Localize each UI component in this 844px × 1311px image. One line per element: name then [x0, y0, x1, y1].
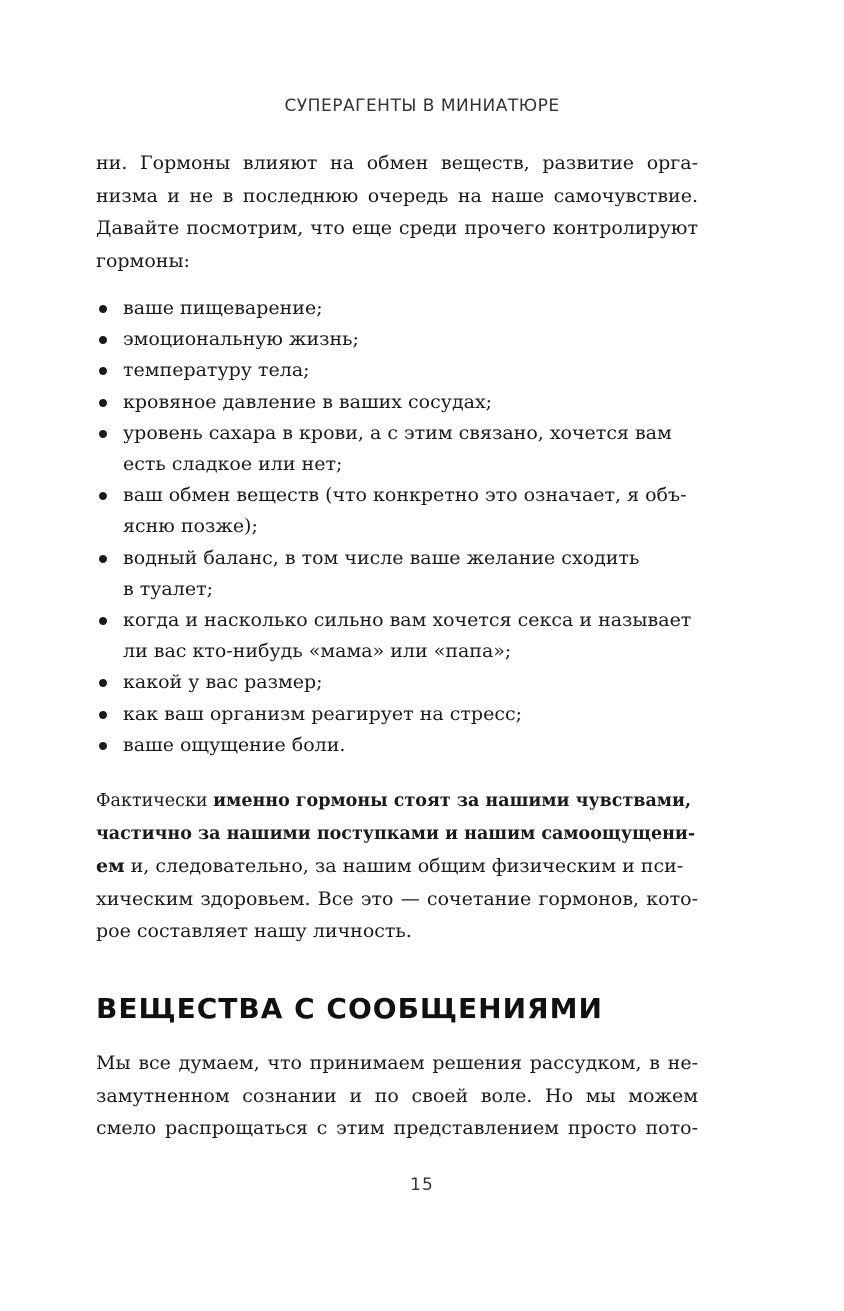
page-number: 15 [410, 1175, 434, 1195]
list-item-text: ваше ощущение боли. [123, 733, 346, 756]
list-item-text: есть сладкое или нет; [123, 453, 343, 476]
bullet-icon [99, 742, 107, 750]
list-item-text: как ваш организм реагирует на стресс; [123, 702, 522, 725]
bullet-icon [99, 711, 107, 719]
list-item [96, 480, 706, 542]
text-line: рое составляет нашу личность. [96, 920, 412, 942]
bold-text: именно гормоны стоят за нашими чувствами, [213, 791, 692, 811]
text-line: Давайте посмотрим, что еще среди прочего контролируют [96, 217, 698, 239]
list-item-text: ваше пищеварение; [123, 297, 323, 319]
list-item-text: эмоциональную жизнь; [123, 328, 359, 351]
list-item [96, 324, 706, 355]
list-item [96, 418, 706, 480]
text-line: замутненном сознании и по своей воле. Но мы можем [96, 1084, 698, 1107]
running-head: СУПЕРАГЕНТЫ В МИНИАТЮРЕ [284, 96, 560, 116]
hormone-effects-list [96, 293, 706, 761]
intro-paragraph [96, 147, 698, 277]
text-line: ни. Гормоны влияют на обмен веществ, развитие орга- [96, 152, 698, 174]
text-line: низма и не в последнюю очередь на наше самочувствие. [96, 184, 698, 207]
section-paragraph [96, 1047, 698, 1145]
text-line [96, 818, 698, 851]
list-item-text: уровень сахара в крови, а с этим связано, хочется вам [123, 421, 672, 444]
list-item-text: водный баланс, в том числе ваше желание сходить [123, 546, 640, 569]
text-line [96, 850, 698, 883]
bullet-icon [99, 305, 107, 313]
list-item [96, 699, 706, 730]
bullet-icon [99, 399, 107, 407]
plain-text: и, следовательно, за нашим общим физическим и пси- [124, 855, 684, 877]
list-item [96, 293, 706, 324]
text-line [96, 785, 698, 818]
list-item-text: температуру тела; [123, 359, 310, 382]
list-item-text: ли вас кто-нибудь «мама» или «папа»; [123, 640, 512, 663]
bullet-icon [99, 555, 107, 563]
bullet-icon [99, 492, 107, 500]
list-item [96, 730, 706, 761]
bullet-icon [99, 367, 107, 375]
list-item-text: кровяное давление в ваших сосудах; [123, 390, 493, 413]
list-item-text: когда и насколько сильно вам хочется секса и называет [123, 609, 692, 632]
bullet-icon [99, 336, 107, 344]
text-line: смело распрощаться с этим представлением просто пото- [96, 1117, 698, 1139]
list-item-text: какой у вас размер; [123, 671, 323, 694]
list-item-text: ваш обмен веществ (что конкретно это означает, я объ- [123, 484, 687, 507]
summary-paragraph [96, 785, 698, 948]
text-line: Мы все думаем, что принимаем решения рассудком, в не- [96, 1052, 698, 1074]
bullet-icon [99, 679, 107, 687]
list-item [96, 605, 706, 667]
list-item-text: ясню позже); [123, 515, 258, 538]
list-item [96, 667, 706, 698]
bullet-icon [99, 430, 107, 438]
text-line: гормоны: [96, 249, 190, 272]
list-item [96, 543, 706, 605]
section-heading: ВЕЩЕСТВА С СООБЩЕНИЯМИ [96, 992, 603, 1025]
bold-text: частично за нашими поступками и нашим самоощущени- [96, 823, 696, 844]
text-line: хическим здоровьем. Все это — сочетание гормонов, кото- [96, 887, 698, 910]
bullet-icon [99, 617, 107, 625]
list-item [96, 387, 706, 418]
list-item-text: в туалет; [123, 577, 213, 600]
bold-text: ем [96, 855, 125, 877]
list-item [96, 355, 706, 386]
plain-text: Фактически [96, 791, 214, 811]
